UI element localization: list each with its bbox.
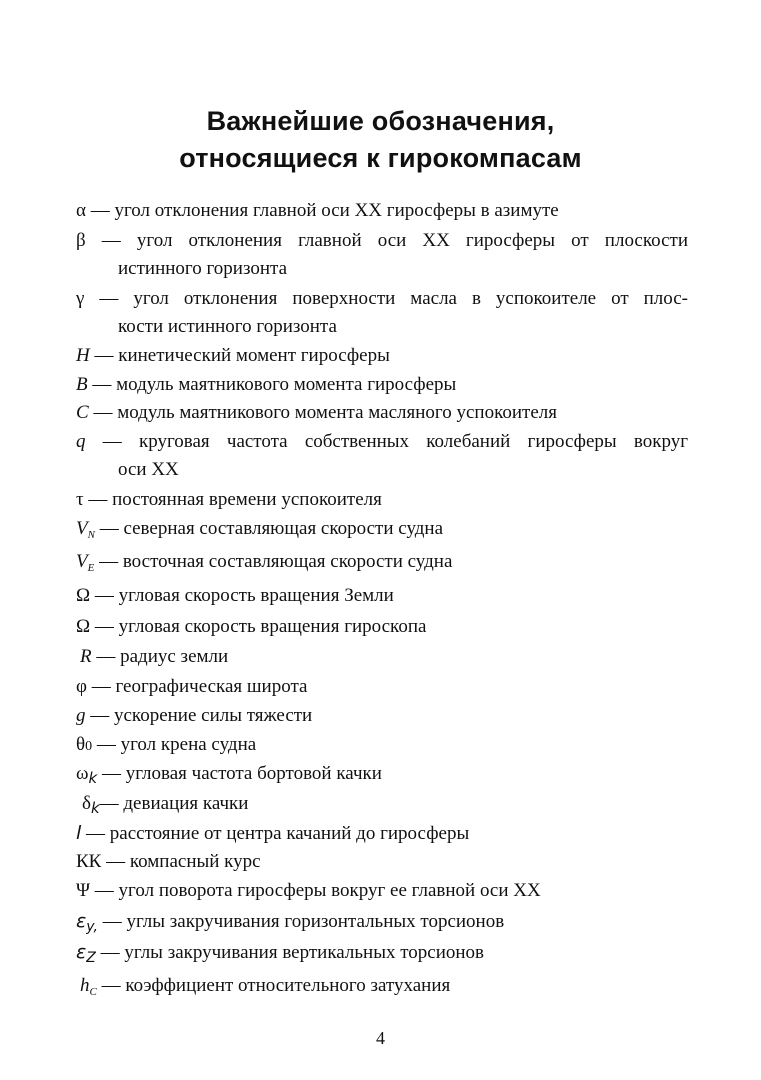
notation-text: — восточная составляющая скорости судна <box>94 551 453 572</box>
notation-entry-phi <box>76 673 688 701</box>
notation-text: — кинетический момент гиросферы <box>89 345 390 366</box>
page-number: 4 <box>376 1028 385 1048</box>
notation-entry-omega-gyro <box>76 613 688 641</box>
notation-symbol: γ <box>76 288 85 309</box>
notation-entry-kk <box>76 848 688 876</box>
notation-entry-tau <box>76 486 688 514</box>
notation-symbol: $V_N$ <box>76 518 95 541</box>
notation-entry-hc <box>80 972 692 1006</box>
notation-entry-epsilon-y <box>76 907 688 941</box>
notation-text: — угловая скорость вращения гироскопа <box>90 616 427 637</box>
notation-subscript: Z <box>86 950 96 966</box>
notation-text: — угловая частота бортовой качки <box>97 763 382 784</box>
notation-symbol: φ <box>76 676 87 697</box>
notation-line <box>76 227 688 255</box>
notation-subscript: k <box>88 769 98 787</box>
notation-text: — угол крена судна <box>92 734 257 755</box>
notation-line <box>76 428 688 456</box>
notation-entry-r <box>80 643 692 671</box>
notation-text: — девиация качки <box>99 793 249 814</box>
notation-symbol: C <box>76 402 89 423</box>
notation-subscript: E <box>87 562 95 574</box>
notation-text: — компасный курс <box>101 851 261 872</box>
notation-subscript: y, <box>86 919 98 935</box>
notation-entry-g <box>76 702 688 730</box>
notation-text: — угловая скорость вращения Земли <box>90 585 394 606</box>
notation-symbol: $\omega_k$ <box>76 763 98 787</box>
notation-entry-psi <box>76 877 688 905</box>
notation-continuation: оси XX <box>118 459 179 480</box>
notation-symbol: l <box>76 822 82 844</box>
notation-symbol: Ψ <box>76 880 91 901</box>
notation-text: — угол поворота гиросферы вокруг ее главной оси XX <box>90 880 541 901</box>
notation-entry-epsilon-z <box>76 938 688 972</box>
notation-text: — географическая широта <box>86 676 308 697</box>
notation-text: — северная составляющая скорости судна <box>94 518 444 539</box>
notation-subscript: k <box>90 799 100 817</box>
notation-text: — углы закручивания вертикальных торсионов <box>95 942 485 963</box>
notation-symbol: Ω <box>76 585 91 606</box>
title-line-2: относящиеся к гирокомпасам <box>179 143 582 173</box>
notation-symbol: Ω <box>76 616 91 637</box>
notation-symbol: $\delta_k$ <box>82 793 100 817</box>
notation-line <box>76 285 688 313</box>
notation-entry-omega-k <box>76 760 688 792</box>
notation-text: — угол отклонения поверхности масла в успокоителе от плос- <box>84 288 688 309</box>
notation-text: — коэффициент относительного затухания <box>96 975 451 996</box>
notation-continuation: кости истинного горизонта <box>118 316 337 337</box>
notation-symbol: β <box>76 230 86 251</box>
notation-entry-b <box>76 371 688 399</box>
notation-symbol: q <box>76 431 86 452</box>
notation-subscript: N <box>87 529 95 541</box>
notation-subscript: 0 <box>85 739 93 754</box>
notation-symbol: $h_C$ <box>80 975 97 998</box>
notation-symbol: $\varepsilon_Z$ <box>76 941 96 966</box>
notation-subscript: C <box>89 986 97 998</box>
notation-entry-gamma <box>76 285 688 341</box>
notation-entry-theta <box>76 731 688 761</box>
notation-entry-h <box>76 342 688 370</box>
notation-text: — модуль маятникового момента масляного успокоителя <box>88 402 557 423</box>
notation-text: — модуль маятникового момента гиросферы <box>87 374 457 395</box>
notation-entry-omega-earth <box>76 582 688 610</box>
notation-text: — углы закручивания горизонтальных торсионов <box>97 911 505 932</box>
notation-entry-q <box>76 428 688 484</box>
notation-continuation: истинного горизонта <box>118 258 287 279</box>
notation-symbol: θ0 <box>76 734 93 755</box>
notation-text: — угол отклонения главной оси XX гиросферы в азимуте <box>85 200 559 221</box>
notation-entry-delta-k <box>82 790 694 822</box>
notation-entry-vn <box>76 515 688 549</box>
notation-entry-ve <box>76 548 688 582</box>
notation-symbol: τ <box>76 489 84 510</box>
notation-entry-beta <box>76 227 688 283</box>
notation-text: — радиус земли <box>91 646 229 667</box>
notation-symbol: $\varepsilon_{y,}$ <box>76 910 98 935</box>
notation-text: — угол отклонения главной оси XX гиросферы от плоскости <box>85 230 688 251</box>
notation-symbol: B <box>76 374 88 395</box>
notation-text: — расстояние от центра качаний до гиросферы <box>81 823 470 844</box>
notation-entry-l <box>76 819 688 848</box>
page-title <box>0 103 761 177</box>
notation-symbol: R <box>80 646 92 667</box>
notation-entry-alpha <box>76 197 688 225</box>
notation-text: — ускорение силы тяжести <box>85 705 313 726</box>
notation-text: — постоянная времени успокоителя <box>83 489 382 510</box>
notation-symbol: α <box>76 200 86 221</box>
notation-symbol: H <box>76 345 90 366</box>
notation-symbol: g <box>76 705 86 726</box>
notation-symbol: $V_E$ <box>76 551 95 574</box>
notation-text: — круговая частота собственных колебаний гиросферы вокруг <box>85 431 688 452</box>
notation-entry-c <box>76 399 688 427</box>
title-line-1: Важнейшие обозначения, <box>206 106 555 136</box>
notation-symbol: КК <box>76 851 102 872</box>
